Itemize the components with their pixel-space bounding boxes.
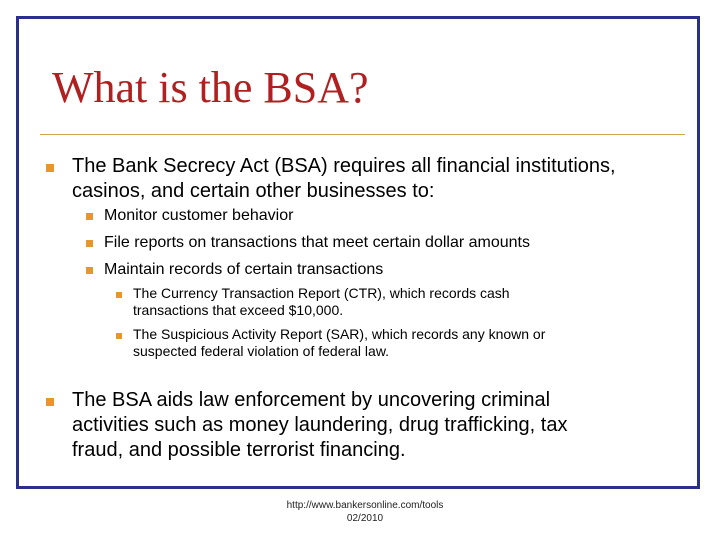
footer-date: 02/2010: [346, 513, 384, 524]
bullet-2-line-2: activities such as money laundering, drug trafficking, tax: [72, 414, 568, 436]
bullet-2-line-3: fraud, and possible terrorist financing.: [72, 439, 406, 461]
slide-footer: [0, 499, 720, 525]
sub-bullet-3: Maintain records of certain transactions: [104, 261, 384, 278]
bullet-1-line-2: casinos, and certain other businesses to:: [72, 180, 435, 202]
title-divider: [40, 134, 685, 135]
footer-url: http://www.bankersonline.com/tools: [286, 500, 444, 511]
sub-sub-bullet-1-line-1: The Currency Transaction Report (CTR), which records cash: [133, 285, 510, 301]
sub-sub-bullet-marker: [116, 333, 122, 339]
sub-bullet-marker: [86, 240, 93, 247]
sub-bullet-1: Monitor customer behavior: [104, 207, 294, 224]
sub-bullet-2: File reports on transactions that meet certain dollar amounts: [104, 234, 530, 251]
sub-bullet-marker: [86, 213, 93, 220]
sub-sub-bullet-2-line-1: The Suspicious Activity Report (SAR), which records any known or: [133, 326, 546, 342]
bullet-marker: [46, 164, 54, 172]
slide-title: What is the BSA?: [52, 63, 369, 112]
sub-sub-bullet-2-line-2: suspected federal violation of federal law.: [133, 343, 390, 359]
bullet-1-line-1: The Bank Secrecy Act (BSA) requires all financial institutions,: [72, 155, 616, 177]
sub-sub-bullet-marker: [116, 292, 122, 298]
bullet-2-line-1: The BSA aids law enforcement by uncovering criminal: [72, 389, 551, 411]
sub-bullet-marker: [86, 267, 93, 274]
sub-sub-bullet-1-line-2: transactions that exceed $10,000.: [133, 302, 344, 318]
bullet-marker: [46, 398, 54, 406]
